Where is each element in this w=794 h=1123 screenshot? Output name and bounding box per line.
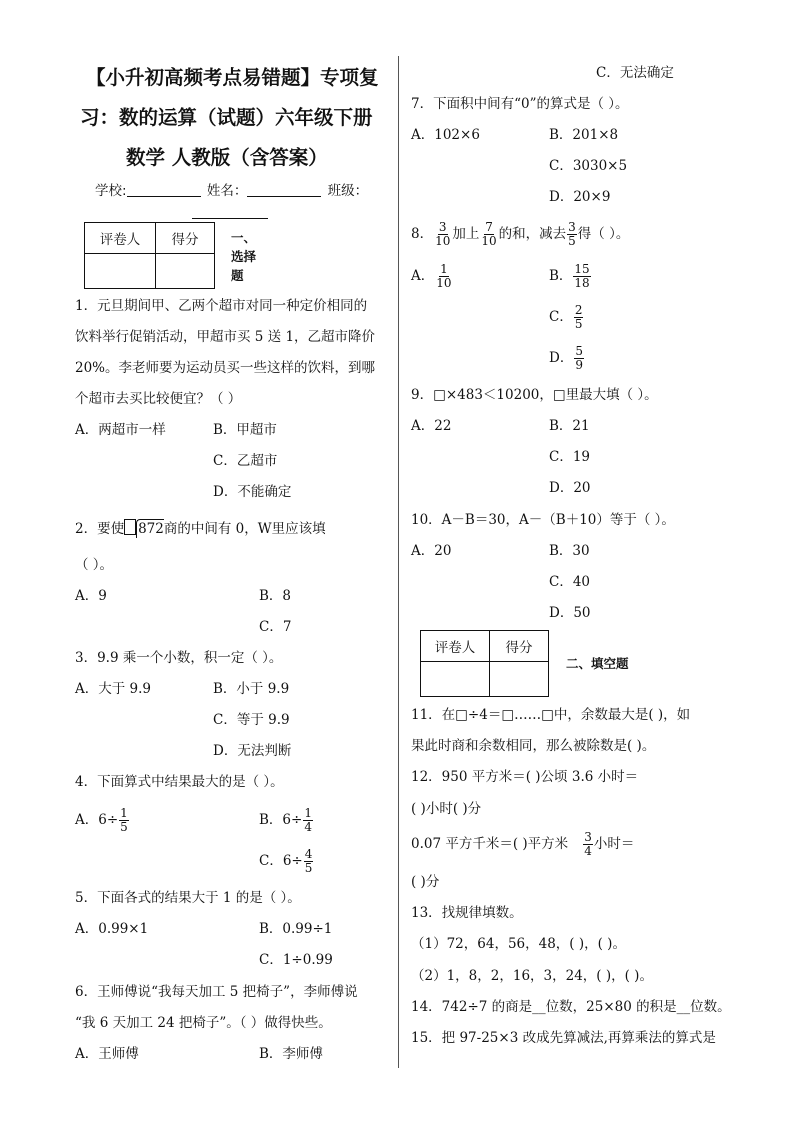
q8-stem xyxy=(411,216,629,252)
q8-option-a[interactable] xyxy=(411,258,454,294)
denominator: 10 xyxy=(481,234,497,248)
q8-b-prefix: B． xyxy=(549,268,573,284)
q2-suffix: 商的中间有 0，W里应该填 xyxy=(163,521,326,537)
q6-option-c[interactable]: C．无法确定 xyxy=(596,65,674,81)
score-cell-2[interactable] xyxy=(490,662,549,697)
class-label: 班级： xyxy=(327,183,369,199)
title-line-1: 【小升初高频考点易错题】专项复 xyxy=(86,66,379,89)
divisor-box[interactable] xyxy=(124,519,136,535)
numerator: 2 xyxy=(574,303,583,317)
section-1-num: 一、 xyxy=(231,230,257,245)
info-line xyxy=(95,182,368,200)
denominator: 5 xyxy=(120,820,128,834)
q2-option-a[interactable]: A．9 xyxy=(75,588,107,604)
q8-d-prefix: D． xyxy=(549,350,574,366)
q12-line-3-prefix: 0.07 平方千米＝( )平方米 xyxy=(411,836,569,852)
q3-stem: 3．9.9 乘一个小数，积一定（ ）。 xyxy=(75,650,283,666)
score-table-2 xyxy=(420,630,549,697)
q12-line-2: ( )小时( )分 xyxy=(411,801,482,817)
numerator: 3 xyxy=(584,830,592,844)
q11-line-2: 果此时商和余数相同，那么被除数是( )。 xyxy=(411,738,656,754)
q1-line-3: 20%。李老师要为运动员买一些这样的饮料，到哪 xyxy=(75,360,376,376)
denominator: 4 xyxy=(304,820,312,834)
q4-option-b[interactable] xyxy=(259,803,314,837)
q3-option-c[interactable]: C．等于 9.9 xyxy=(213,712,290,728)
q1-line-1: 1．元旦期间甲、乙两个超市对同一种定价相同的 xyxy=(75,298,368,314)
q1-option-d[interactable]: D．不能确定 xyxy=(213,484,292,500)
q4-option-a[interactable] xyxy=(75,803,130,837)
q12-line-3-suffix: 小时＝ xyxy=(593,836,635,852)
q7-option-d[interactable]: D．20×9 xyxy=(549,189,611,205)
q8-a-prefix: A． xyxy=(411,268,435,284)
title-line-3: 数学 人教版（含答案） xyxy=(126,146,328,169)
q1-option-a[interactable]: A．两超市一样 xyxy=(75,422,166,438)
score-cell[interactable] xyxy=(156,254,215,289)
numerator: 3 xyxy=(568,220,576,234)
q4-a-prefix: A．6÷ xyxy=(75,812,119,828)
q7-option-a[interactable]: A．102×6 xyxy=(411,127,480,143)
numerator: 7 xyxy=(485,220,493,234)
numerator: 5 xyxy=(575,344,583,358)
q7-option-c[interactable]: C．3030×5 xyxy=(549,158,628,174)
score-header-2: 得分 xyxy=(490,631,549,662)
q6-line-2: “我 6 天加工 24 把椅子”。（ ）做得快些。 xyxy=(75,1015,332,1031)
reviewer-cell[interactable] xyxy=(85,254,156,289)
denominator: 9 xyxy=(575,358,583,372)
numerator: 4 xyxy=(304,847,313,861)
q9-option-d[interactable]: D．20 xyxy=(549,480,591,496)
q6-option-a[interactable]: A．王师傅 xyxy=(75,1046,139,1062)
q4-c-fraction xyxy=(304,848,314,875)
q12-line-4: ( )分 xyxy=(411,874,440,890)
q5-option-a[interactable]: A．0.99×1 xyxy=(75,921,149,937)
q15-stem: 15．把 97-25×3 改成先算减法,再算乘法的算式是 xyxy=(411,1030,716,1046)
denominator: 5 xyxy=(568,234,576,248)
q8-d-fraction xyxy=(574,345,584,372)
q6-line-1: 6．王师傅说“我每天加工 5 把椅子”，李师傅说 xyxy=(75,984,358,1000)
numerator: 1 xyxy=(120,806,128,820)
q3-option-d[interactable]: D．无法判断 xyxy=(213,743,292,759)
q8-fraction-2 xyxy=(480,221,497,248)
reviewer-cell-2[interactable] xyxy=(421,662,490,697)
q2-line-2: （ ）。 xyxy=(75,557,114,573)
denominator: 4 xyxy=(584,844,592,858)
q8-option-d[interactable] xyxy=(549,340,585,376)
q13-stem: 13．找规律填数。 xyxy=(411,905,523,921)
denominator: 5 xyxy=(574,317,583,331)
q4-b-fraction xyxy=(303,807,313,834)
section-1-name-2: 题 xyxy=(231,268,244,283)
q10-option-c[interactable]: C．40 xyxy=(549,574,591,590)
denominator: 10 xyxy=(436,276,452,290)
q9-stem: 9．□×483＜10200，□里最大填（ ）。 xyxy=(411,387,658,403)
q12-fraction xyxy=(583,831,593,858)
q8-suffix: 得（ ）。 xyxy=(577,226,630,242)
dividend: 872 xyxy=(138,521,164,537)
q4-b-prefix: B．6÷ xyxy=(259,812,303,828)
division-bracket xyxy=(124,519,164,538)
q1-option-c[interactable]: C．乙超市 xyxy=(213,453,278,469)
column-divider xyxy=(398,56,399,1068)
q8-fraction-3 xyxy=(567,221,577,248)
q4-a-fraction xyxy=(119,807,129,834)
reviewer-header: 评卷人 xyxy=(85,223,156,254)
q2-prefix: 2．要使 xyxy=(75,521,125,537)
q8-prefix: 8． xyxy=(411,226,434,242)
q3-option-b[interactable]: B．小于 9.9 xyxy=(213,681,290,697)
q2-option-b[interactable]: B．8 xyxy=(259,588,292,604)
title-line-2: 习：数的运算（试题）六年级下册 xyxy=(80,106,373,129)
q6-option-b[interactable]: B．李师傅 xyxy=(259,1046,323,1062)
q10-stem: 10．A－B＝30，A－（B＋10）等于（ ）。 xyxy=(411,512,675,528)
q13-sub-2: （2）1，8，2，16，3，24，( )，( )。 xyxy=(411,968,653,984)
denominator: 10 xyxy=(435,234,451,248)
q1-option-b[interactable]: B．甲超市 xyxy=(213,422,277,438)
name-label: 姓名： xyxy=(206,183,248,199)
numerator: 1 xyxy=(440,262,448,276)
q12-line-1: 12．950 平方米＝( )公顷 3.6 小时＝ xyxy=(411,769,639,785)
q9-option-a[interactable]: A．22 xyxy=(411,418,452,434)
denominator: 18 xyxy=(574,276,590,290)
numerator: 3 xyxy=(438,220,447,234)
numerator: 1 xyxy=(304,806,312,820)
school-blank[interactable] xyxy=(127,182,201,197)
denominator: 5 xyxy=(304,861,313,875)
score-table-1 xyxy=(84,222,215,289)
numerator: 15 xyxy=(574,262,590,276)
q1-line-2: 饮料举行促销活动，甲超市买 5 送 1，乙超市降价 xyxy=(75,329,376,345)
q8-c-fraction xyxy=(574,304,584,331)
q10-option-d[interactable]: D．50 xyxy=(549,605,591,621)
q3-option-a[interactable]: A．大于 9.9 xyxy=(75,681,152,697)
q2-option-c[interactable]: C．7 xyxy=(259,619,292,635)
q5-stem: 5．下面各式的结果大于 1 的是（ ）。 xyxy=(75,890,301,906)
q8-option-b[interactable] xyxy=(549,258,592,294)
class-blank[interactable] xyxy=(192,204,268,219)
q5-option-b[interactable]: B．0.99÷1 xyxy=(259,921,333,937)
reviewer-header-2: 评卷人 xyxy=(421,631,490,662)
q1-line-4: 个超市去买比较便宜？（ ） xyxy=(75,391,242,407)
name-blank[interactable] xyxy=(247,182,321,197)
q11-line-1: 11．在□÷4＝□……□中，余数最大是( )，如 xyxy=(411,707,691,723)
q7-option-b[interactable]: B．201×8 xyxy=(549,127,619,143)
section-1-label xyxy=(231,228,256,285)
q4-stem: 4．下面算式中结果最大的是（ ）。 xyxy=(75,774,284,790)
q12-line-3 xyxy=(411,826,634,862)
q8-b-fraction xyxy=(573,263,590,290)
q5-option-c[interactable]: C．1÷0.99 xyxy=(259,952,333,968)
q8-a-fraction xyxy=(435,263,452,290)
school-label: 学校: xyxy=(95,183,127,199)
q4-c-prefix: C．6÷ xyxy=(259,853,303,869)
score-header: 得分 xyxy=(156,223,215,254)
section-2-label: 二、填空题 xyxy=(566,656,629,671)
q8-c-prefix: C． xyxy=(549,309,573,325)
q9-option-c[interactable]: C．19 xyxy=(549,449,591,465)
q4-option-c[interactable] xyxy=(259,844,314,878)
q8-fraction-1 xyxy=(434,221,451,248)
q13-sub-1: （1）72，64，56，48，( )，( )。 xyxy=(411,936,626,952)
q9-option-b[interactable]: B．21 xyxy=(549,418,590,434)
section-1-name-1: 选择 xyxy=(231,249,257,264)
q8-text-2: 的和，减去 xyxy=(498,226,567,242)
q7-stem: 7．下面积中间有“0”的算式是（ ）。 xyxy=(411,96,629,112)
q14-stem: 14．742÷7 的商是__位数，25×80 的积是__位数。 xyxy=(411,999,731,1015)
q8-text-1: 加上 xyxy=(452,226,480,242)
q2-line-1 xyxy=(75,519,326,538)
q10-option-a[interactable]: A．20 xyxy=(411,543,452,559)
q8-option-c[interactable] xyxy=(549,299,584,335)
q10-option-b[interactable]: B．30 xyxy=(549,543,590,559)
